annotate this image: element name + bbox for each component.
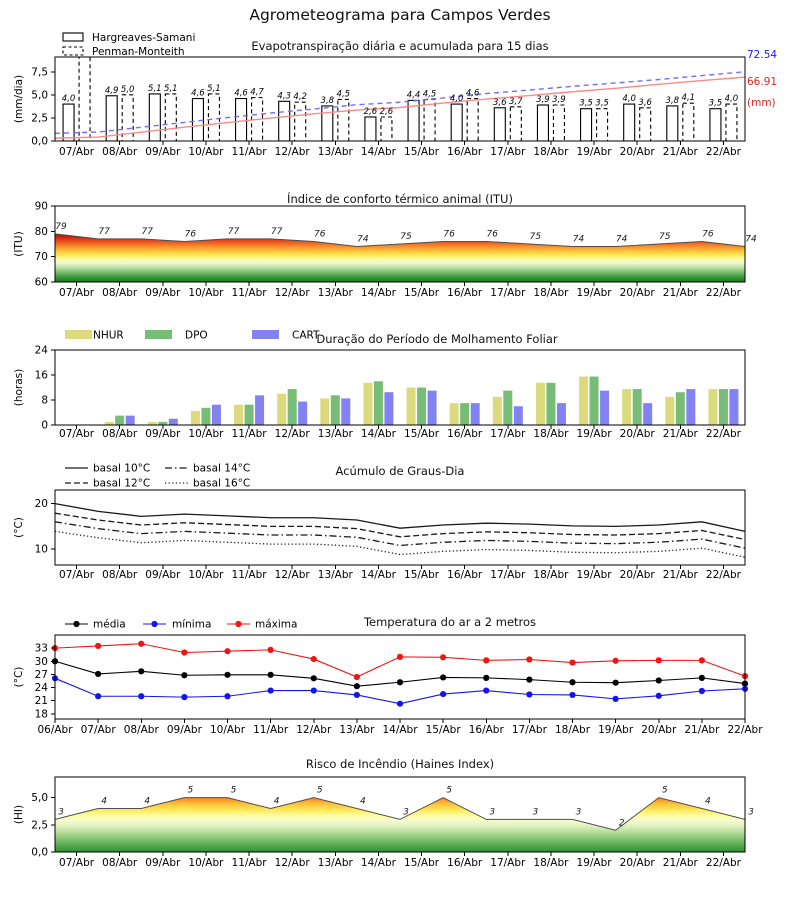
- svg-text:4: 4: [144, 796, 151, 807]
- svg-text:76: 76: [702, 229, 714, 240]
- svg-text:21/Abr: 21/Abr: [662, 146, 698, 158]
- svg-text:07/Abr: 07/Abr: [59, 146, 95, 158]
- leaf-wetness-chart: [0, 326, 800, 444]
- fire-risk-chart: [0, 750, 800, 882]
- svg-text:4,6: 4,6: [465, 88, 480, 99]
- svg-text:Hargreaves-Samani: Hargreaves-Samani: [92, 32, 196, 44]
- svg-text:5,0: 5,0: [31, 89, 48, 102]
- svg-text:4,0: 4,0: [724, 94, 739, 105]
- svg-text:11/Abr: 11/Abr: [253, 724, 289, 734]
- panel-degree-days-title: Acúmulo de Graus-Dia: [335, 464, 465, 478]
- svg-text:13/Abr: 13/Abr: [317, 287, 353, 299]
- svg-text:10/Abr: 10/Abr: [188, 428, 224, 440]
- svg-text:18/Abr: 18/Abr: [533, 146, 569, 158]
- svg-text:14/Abr: 14/Abr: [360, 569, 396, 581]
- svg-text:07/Abr: 07/Abr: [59, 857, 95, 869]
- svg-text:14/Abr: 14/Abr: [360, 857, 396, 869]
- svg-text:17/Abr: 17/Abr: [490, 287, 526, 299]
- svg-text:média: média: [93, 618, 126, 631]
- svg-text:3,5: 3,5: [595, 98, 609, 109]
- svg-text:60: 60: [34, 276, 48, 289]
- svg-text:76: 76: [314, 229, 326, 240]
- svg-text:17/Abr: 17/Abr: [490, 428, 526, 440]
- svg-text:2,5: 2,5: [31, 819, 48, 832]
- svg-text:07/Abr: 07/Abr: [59, 287, 95, 299]
- svg-text:30: 30: [34, 655, 48, 668]
- svg-text:13/Abr: 13/Abr: [317, 146, 353, 158]
- temperature-chart: [0, 606, 800, 734]
- panel-temperature-title: Temperatura do ar a 2 metros: [363, 615, 537, 629]
- svg-text:18/Abr: 18/Abr: [533, 569, 569, 581]
- svg-text:75: 75: [400, 232, 412, 242]
- itu-chart: [0, 188, 800, 310]
- svg-text:22/Abr: 22/Abr: [705, 146, 741, 158]
- right-axis-unit-label: (mm): [747, 97, 776, 109]
- svg-text:4,1: 4,1: [681, 93, 696, 104]
- svg-text:20: 20: [34, 498, 48, 511]
- svg-text:15/Abr: 15/Abr: [404, 857, 440, 869]
- svg-text:09/Abr: 09/Abr: [145, 287, 181, 299]
- svg-text:10: 10: [34, 543, 48, 556]
- svg-text:74: 74: [357, 234, 369, 245]
- svg-text:16/Abr: 16/Abr: [447, 569, 483, 581]
- svg-text:20/Abr: 20/Abr: [619, 287, 655, 299]
- svg-text:3,8: 3,8: [665, 95, 680, 106]
- svg-text:máxima: máxima: [255, 618, 298, 631]
- svg-text:3: 3: [532, 807, 539, 818]
- svg-text:17/Abr: 17/Abr: [490, 857, 526, 869]
- svg-text:24: 24: [34, 344, 48, 357]
- svg-text:4,6: 4,6: [234, 88, 248, 99]
- svg-text:75: 75: [529, 232, 542, 242]
- svg-text:2,6: 2,6: [379, 107, 394, 117]
- svg-text:12/Abr: 12/Abr: [274, 569, 310, 581]
- svg-text:(HI): (HI): [13, 804, 25, 825]
- svg-text:74: 74: [745, 234, 757, 245]
- svg-text:5,1: 5,1: [164, 83, 178, 94]
- accumulated-penman-total-label: 72.54: [747, 49, 778, 61]
- svg-text:20/Abr: 20/Abr: [619, 857, 655, 869]
- svg-text:Penman-Monteith: Penman-Monteith: [92, 46, 185, 58]
- svg-text:5,0: 5,0: [120, 84, 135, 95]
- svg-text:74: 74: [572, 234, 585, 245]
- svg-text:3,8: 3,8: [320, 95, 335, 106]
- svg-text:08/Abr: 08/Abr: [102, 857, 138, 869]
- svg-text:0,0: 0,0: [31, 135, 48, 148]
- svg-text:10/Abr: 10/Abr: [188, 287, 224, 299]
- svg-text:18/Abr: 18/Abr: [533, 857, 569, 869]
- svg-text:22/Abr: 22/Abr: [727, 724, 763, 734]
- svg-text:mínima: mínima: [172, 618, 212, 631]
- svg-text:13/Abr: 13/Abr: [317, 428, 353, 440]
- svg-text:16/Abr: 16/Abr: [447, 428, 483, 440]
- svg-text:20/Abr: 20/Abr: [619, 569, 655, 581]
- svg-text:10/Abr: 10/Abr: [188, 146, 224, 158]
- svg-text:12/Abr: 12/Abr: [274, 146, 310, 158]
- svg-text:(horas): (horas): [13, 368, 25, 407]
- svg-text:16/Abr: 16/Abr: [447, 287, 483, 299]
- svg-text:2,6: 2,6: [363, 107, 378, 117]
- svg-text:16/Abr: 16/Abr: [468, 724, 504, 734]
- svg-text:4,3: 4,3: [277, 91, 291, 102]
- svg-text:5: 5: [230, 785, 237, 796]
- svg-text:09/Abr: 09/Abr: [145, 857, 181, 869]
- svg-text:17/Abr: 17/Abr: [490, 569, 526, 581]
- svg-text:12/Abr: 12/Abr: [274, 428, 310, 440]
- svg-text:09/Abr: 09/Abr: [166, 724, 202, 734]
- svg-text:76: 76: [486, 229, 498, 240]
- svg-text:22/Abr: 22/Abr: [705, 428, 741, 440]
- svg-text:18/Abr: 18/Abr: [533, 428, 569, 440]
- svg-text:07/Abr: 07/Abr: [59, 569, 95, 581]
- svg-text:basal 14°C: basal 14°C: [193, 462, 251, 475]
- svg-text:11/Abr: 11/Abr: [231, 569, 267, 581]
- panel-leaf-wetness-title: Duração do Período de Molhamento Foliar: [316, 332, 558, 346]
- svg-text:74: 74: [615, 234, 628, 245]
- svg-text:(°C): (°C): [13, 517, 25, 538]
- svg-text:17/Abr: 17/Abr: [490, 146, 526, 158]
- svg-text:4: 4: [101, 796, 107, 807]
- svg-text:15/Abr: 15/Abr: [404, 146, 440, 158]
- figure-title: Agrometeograma para Campos Verdes: [249, 6, 551, 24]
- svg-text:12/Abr: 12/Abr: [296, 724, 332, 734]
- svg-text:10/Abr: 10/Abr: [209, 724, 246, 734]
- svg-text:76: 76: [443, 229, 455, 240]
- svg-text:06/Abr: 06/Abr: [37, 724, 73, 734]
- svg-text:3: 3: [575, 807, 582, 818]
- svg-text:77: 77: [141, 226, 153, 237]
- svg-text:22/Abr: 22/Abr: [705, 857, 741, 869]
- svg-text:4,0: 4,0: [622, 94, 636, 105]
- svg-text:20/Abr: 20/Abr: [619, 146, 655, 158]
- svg-text:(ITU): (ITU): [13, 231, 25, 257]
- svg-text:19/Abr: 19/Abr: [576, 287, 612, 299]
- svg-text:5,1: 5,1: [148, 83, 162, 94]
- svg-text:08/Abr: 08/Abr: [123, 724, 159, 734]
- svg-text:14/Abr: 14/Abr: [360, 428, 396, 440]
- svg-text:21/Abr: 21/Abr: [662, 569, 698, 581]
- svg-text:3,7: 3,7: [509, 96, 523, 107]
- svg-text:80: 80: [34, 225, 48, 238]
- svg-text:(°C): (°C): [13, 666, 25, 688]
- svg-text:22/Abr: 22/Abr: [705, 569, 741, 581]
- svg-text:4,7: 4,7: [250, 87, 264, 98]
- degree-days-chart: [0, 455, 800, 587]
- svg-text:8: 8: [41, 394, 48, 407]
- svg-text:77: 77: [270, 226, 283, 237]
- svg-text:2: 2: [618, 818, 625, 829]
- svg-text:11/Abr: 11/Abr: [231, 146, 267, 158]
- svg-text:4,2: 4,2: [293, 92, 307, 103]
- svg-text:11/Abr: 11/Abr: [231, 857, 267, 869]
- svg-text:19/Abr: 19/Abr: [598, 724, 634, 734]
- svg-text:3: 3: [403, 807, 409, 818]
- svg-text:90: 90: [34, 200, 48, 213]
- svg-text:3: 3: [748, 807, 754, 818]
- svg-text:13/Abr: 13/Abr: [317, 569, 353, 581]
- svg-text:4,4: 4,4: [406, 90, 421, 101]
- svg-text:07/Abr: 07/Abr: [59, 428, 95, 440]
- svg-text:20/Abr: 20/Abr: [619, 428, 655, 440]
- svg-text:4,9: 4,9: [104, 85, 119, 96]
- svg-text:(mm/dia): (mm/dia): [13, 74, 25, 124]
- svg-text:09/Abr: 09/Abr: [145, 428, 181, 440]
- svg-text:18/Abr: 18/Abr: [533, 287, 569, 299]
- svg-text:07/Abr: 07/Abr: [80, 724, 116, 734]
- svg-text:17/Abr: 17/Abr: [511, 724, 547, 734]
- svg-text:4,6: 4,6: [191, 88, 205, 99]
- svg-text:CART: CART: [292, 329, 320, 342]
- svg-text:4: 4: [705, 796, 711, 807]
- svg-text:21/Abr: 21/Abr: [662, 287, 698, 299]
- svg-text:5: 5: [316, 785, 323, 796]
- svg-text:20/Abr: 20/Abr: [641, 724, 677, 734]
- svg-text:08/Abr: 08/Abr: [102, 146, 138, 158]
- svg-text:16/Abr: 16/Abr: [447, 146, 483, 158]
- svg-text:3: 3: [489, 807, 496, 818]
- svg-text:basal 12°C: basal 12°C: [93, 477, 151, 490]
- svg-text:5,1: 5,1: [207, 83, 221, 94]
- svg-text:19/Abr: 19/Abr: [576, 146, 612, 158]
- svg-text:19/Abr: 19/Abr: [576, 857, 612, 869]
- svg-text:3,9: 3,9: [536, 95, 550, 105]
- svg-text:08/Abr: 08/Abr: [102, 287, 138, 299]
- svg-text:NHUR: NHUR: [93, 329, 124, 342]
- svg-text:75: 75: [659, 232, 671, 242]
- svg-text:21/Abr: 21/Abr: [662, 857, 698, 869]
- svg-text:3,6: 3,6: [493, 97, 507, 108]
- svg-text:15/Abr: 15/Abr: [425, 724, 461, 734]
- svg-text:DPO: DPO: [185, 329, 208, 342]
- svg-text:33: 33: [34, 642, 48, 655]
- panel-fire-risk-title: Risco de Incêndio (Haines Index): [305, 757, 495, 771]
- svg-text:13/Abr: 13/Abr: [317, 857, 353, 869]
- svg-text:4: 4: [360, 796, 366, 807]
- svg-text:19/Abr: 19/Abr: [576, 428, 612, 440]
- svg-text:14/Abr: 14/Abr: [360, 287, 396, 299]
- svg-text:3: 3: [58, 807, 64, 818]
- svg-text:basal 16°C: basal 16°C: [193, 477, 251, 490]
- svg-text:4,0: 4,0: [61, 94, 76, 105]
- svg-text:21/Abr: 21/Abr: [684, 724, 720, 734]
- svg-text:2,5: 2,5: [31, 112, 48, 125]
- svg-text:16: 16: [34, 369, 48, 382]
- svg-text:76: 76: [184, 229, 197, 240]
- svg-text:14/Abr: 14/Abr: [382, 724, 418, 734]
- svg-text:15/Abr: 15/Abr: [404, 287, 440, 299]
- svg-text:77: 77: [227, 226, 240, 237]
- svg-text:15/Abr: 15/Abr: [404, 569, 440, 581]
- svg-text:5,0: 5,0: [31, 792, 48, 805]
- accumulated-hargreaves-total-label: 66.91: [747, 76, 778, 88]
- svg-text:0: 0: [41, 419, 48, 432]
- svg-text:08/Abr: 08/Abr: [102, 569, 138, 581]
- svg-text:14/Abr: 14/Abr: [360, 146, 396, 158]
- svg-text:3,5: 3,5: [579, 98, 593, 109]
- svg-text:7,5: 7,5: [31, 66, 48, 79]
- svg-text:18: 18: [34, 708, 48, 721]
- svg-text:12/Abr: 12/Abr: [274, 287, 310, 299]
- svg-text:27: 27: [34, 668, 48, 681]
- svg-text:22/Abr: 22/Abr: [705, 287, 741, 299]
- svg-text:19/Abr: 19/Abr: [576, 569, 612, 581]
- svg-text:79: 79: [55, 221, 67, 232]
- svg-text:21: 21: [34, 695, 48, 708]
- svg-text:08/Abr: 08/Abr: [102, 428, 138, 440]
- svg-text:4,5: 4,5: [422, 89, 437, 100]
- svg-text:12/Abr: 12/Abr: [274, 857, 310, 869]
- svg-text:5: 5: [661, 785, 668, 796]
- svg-text:09/Abr: 09/Abr: [145, 146, 181, 158]
- svg-text:10/Abr: 10/Abr: [188, 857, 224, 869]
- svg-text:10/Abr: 10/Abr: [188, 569, 224, 581]
- svg-text:15/Abr: 15/Abr: [404, 428, 440, 440]
- svg-text:0,0: 0,0: [31, 846, 48, 859]
- evapotranspiration-chart: [0, 28, 800, 168]
- svg-text:70: 70: [34, 251, 48, 264]
- svg-text:11/Abr: 11/Abr: [231, 428, 267, 440]
- svg-text:basal 10°C: basal 10°C: [93, 462, 151, 475]
- svg-text:4: 4: [273, 796, 280, 807]
- svg-text:18/Abr: 18/Abr: [554, 724, 591, 734]
- svg-text:16/Abr: 16/Abr: [447, 857, 483, 869]
- svg-text:3,9: 3,9: [552, 95, 566, 105]
- svg-text:11/Abr: 11/Abr: [231, 287, 267, 299]
- svg-text:3,5: 3,5: [708, 98, 723, 109]
- svg-text:09/Abr: 09/Abr: [145, 569, 181, 581]
- svg-text:5: 5: [446, 785, 452, 796]
- svg-text:13/Abr: 13/Abr: [339, 724, 375, 734]
- panel-evapotranspiration-title: Evapotranspiração diária e acumulada para 15 dias: [251, 39, 549, 53]
- svg-text:77: 77: [98, 226, 110, 237]
- svg-text:21/Abr: 21/Abr: [662, 428, 698, 440]
- svg-text:5: 5: [187, 785, 194, 796]
- svg-text:4,5: 4,5: [336, 89, 351, 100]
- panel-itu-title: Índice de conforto térmico animal (ITU): [287, 192, 513, 206]
- svg-text:24: 24: [34, 682, 48, 694]
- svg-text:3,6: 3,6: [638, 97, 652, 108]
- svg-text:4,0: 4,0: [449, 94, 464, 105]
